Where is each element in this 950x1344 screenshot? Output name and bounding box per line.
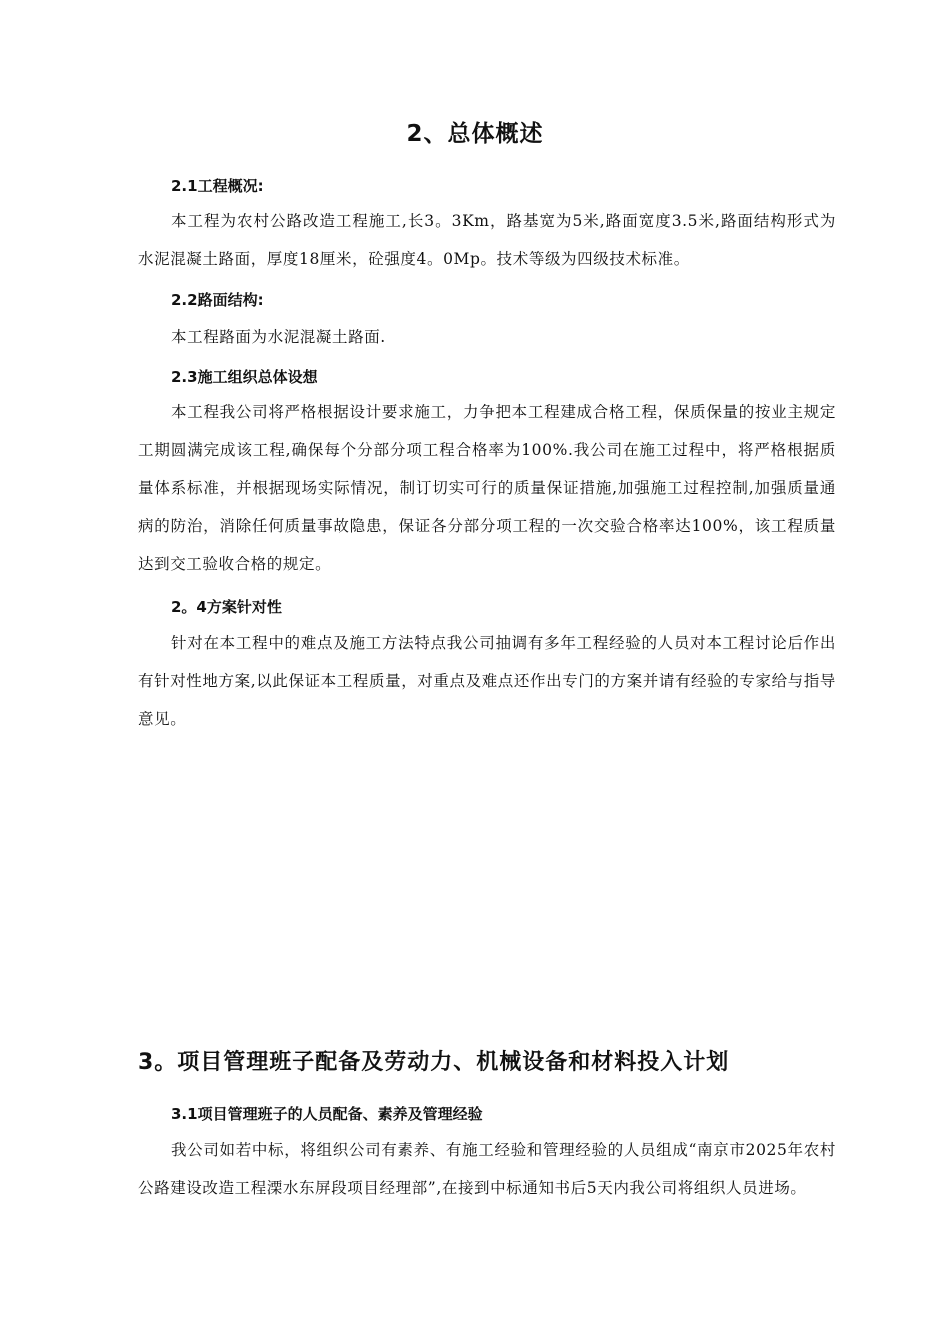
section-3-1-heading: 3.1项目管理班子的人员配备、素养及管理经验 [171,1105,483,1123]
section-2-2-text: 本工程路面为水泥混凝土路面. [171,328,386,346]
section-2-2-heading: 2.2路面结构: [171,291,264,309]
section-2-3-text: 本工程我公司将严格根据设计要求施工，力争把本工程建成合格工程，保质保量的按业主规定工期圆满完成该工程,确保每个分部分项工程合格率为100%.我公司在施工过程中，将严格根据质量体系标准，并根据现场实际情况，制订切实可行的质量保证措施,加强施工过程控制,加强质量通病的防治，消除任何质量事故隐患，保证各分部分项工程的一次交验合格率达100%，该工程质量达到交工验收合格的规定。 [138,403,836,573]
section-2-3-heading: 2.3施工组织总体设想 [171,368,318,386]
section-2-1-text: 本工程为农村公路改造工程施工,长3。3Km，路基宽为5米,路面宽度3.5米,路面结构形式为水泥混凝土路面，厚度18厘米，砼强度4。0Mp。技术等级为四级技术标准。 [138,212,836,268]
section-2-title: 2、总体概述 [406,121,544,147]
section-2-4-text: 针对在本工程中的难点及施工方法特点我公司抽调有多年工程经验的人员对本工程讨论后作出有针对性地方案,以此保证本工程质量，对重点及难点还作出专门的方案并请有经验的专家给与指导意见。 [138,634,836,728]
section-3-title: 3。项目管理班子配备及劳动力、机械设备和材料投入计划 [138,1050,730,1075]
section-3-1-text: 我公司如若中标，将组织公司有素养、有施工经验和管理经验的人员组成“南京市2025年农村公路建设改造工程溧水东屏段项目经理部”,在接到中标通知书后5天内我公司将组织人员进场。 [138,1141,836,1197]
section-2-4-heading: 2。4方案针对性 [171,598,282,616]
section-2-1-heading: 2.1工程概况: [171,177,264,195]
